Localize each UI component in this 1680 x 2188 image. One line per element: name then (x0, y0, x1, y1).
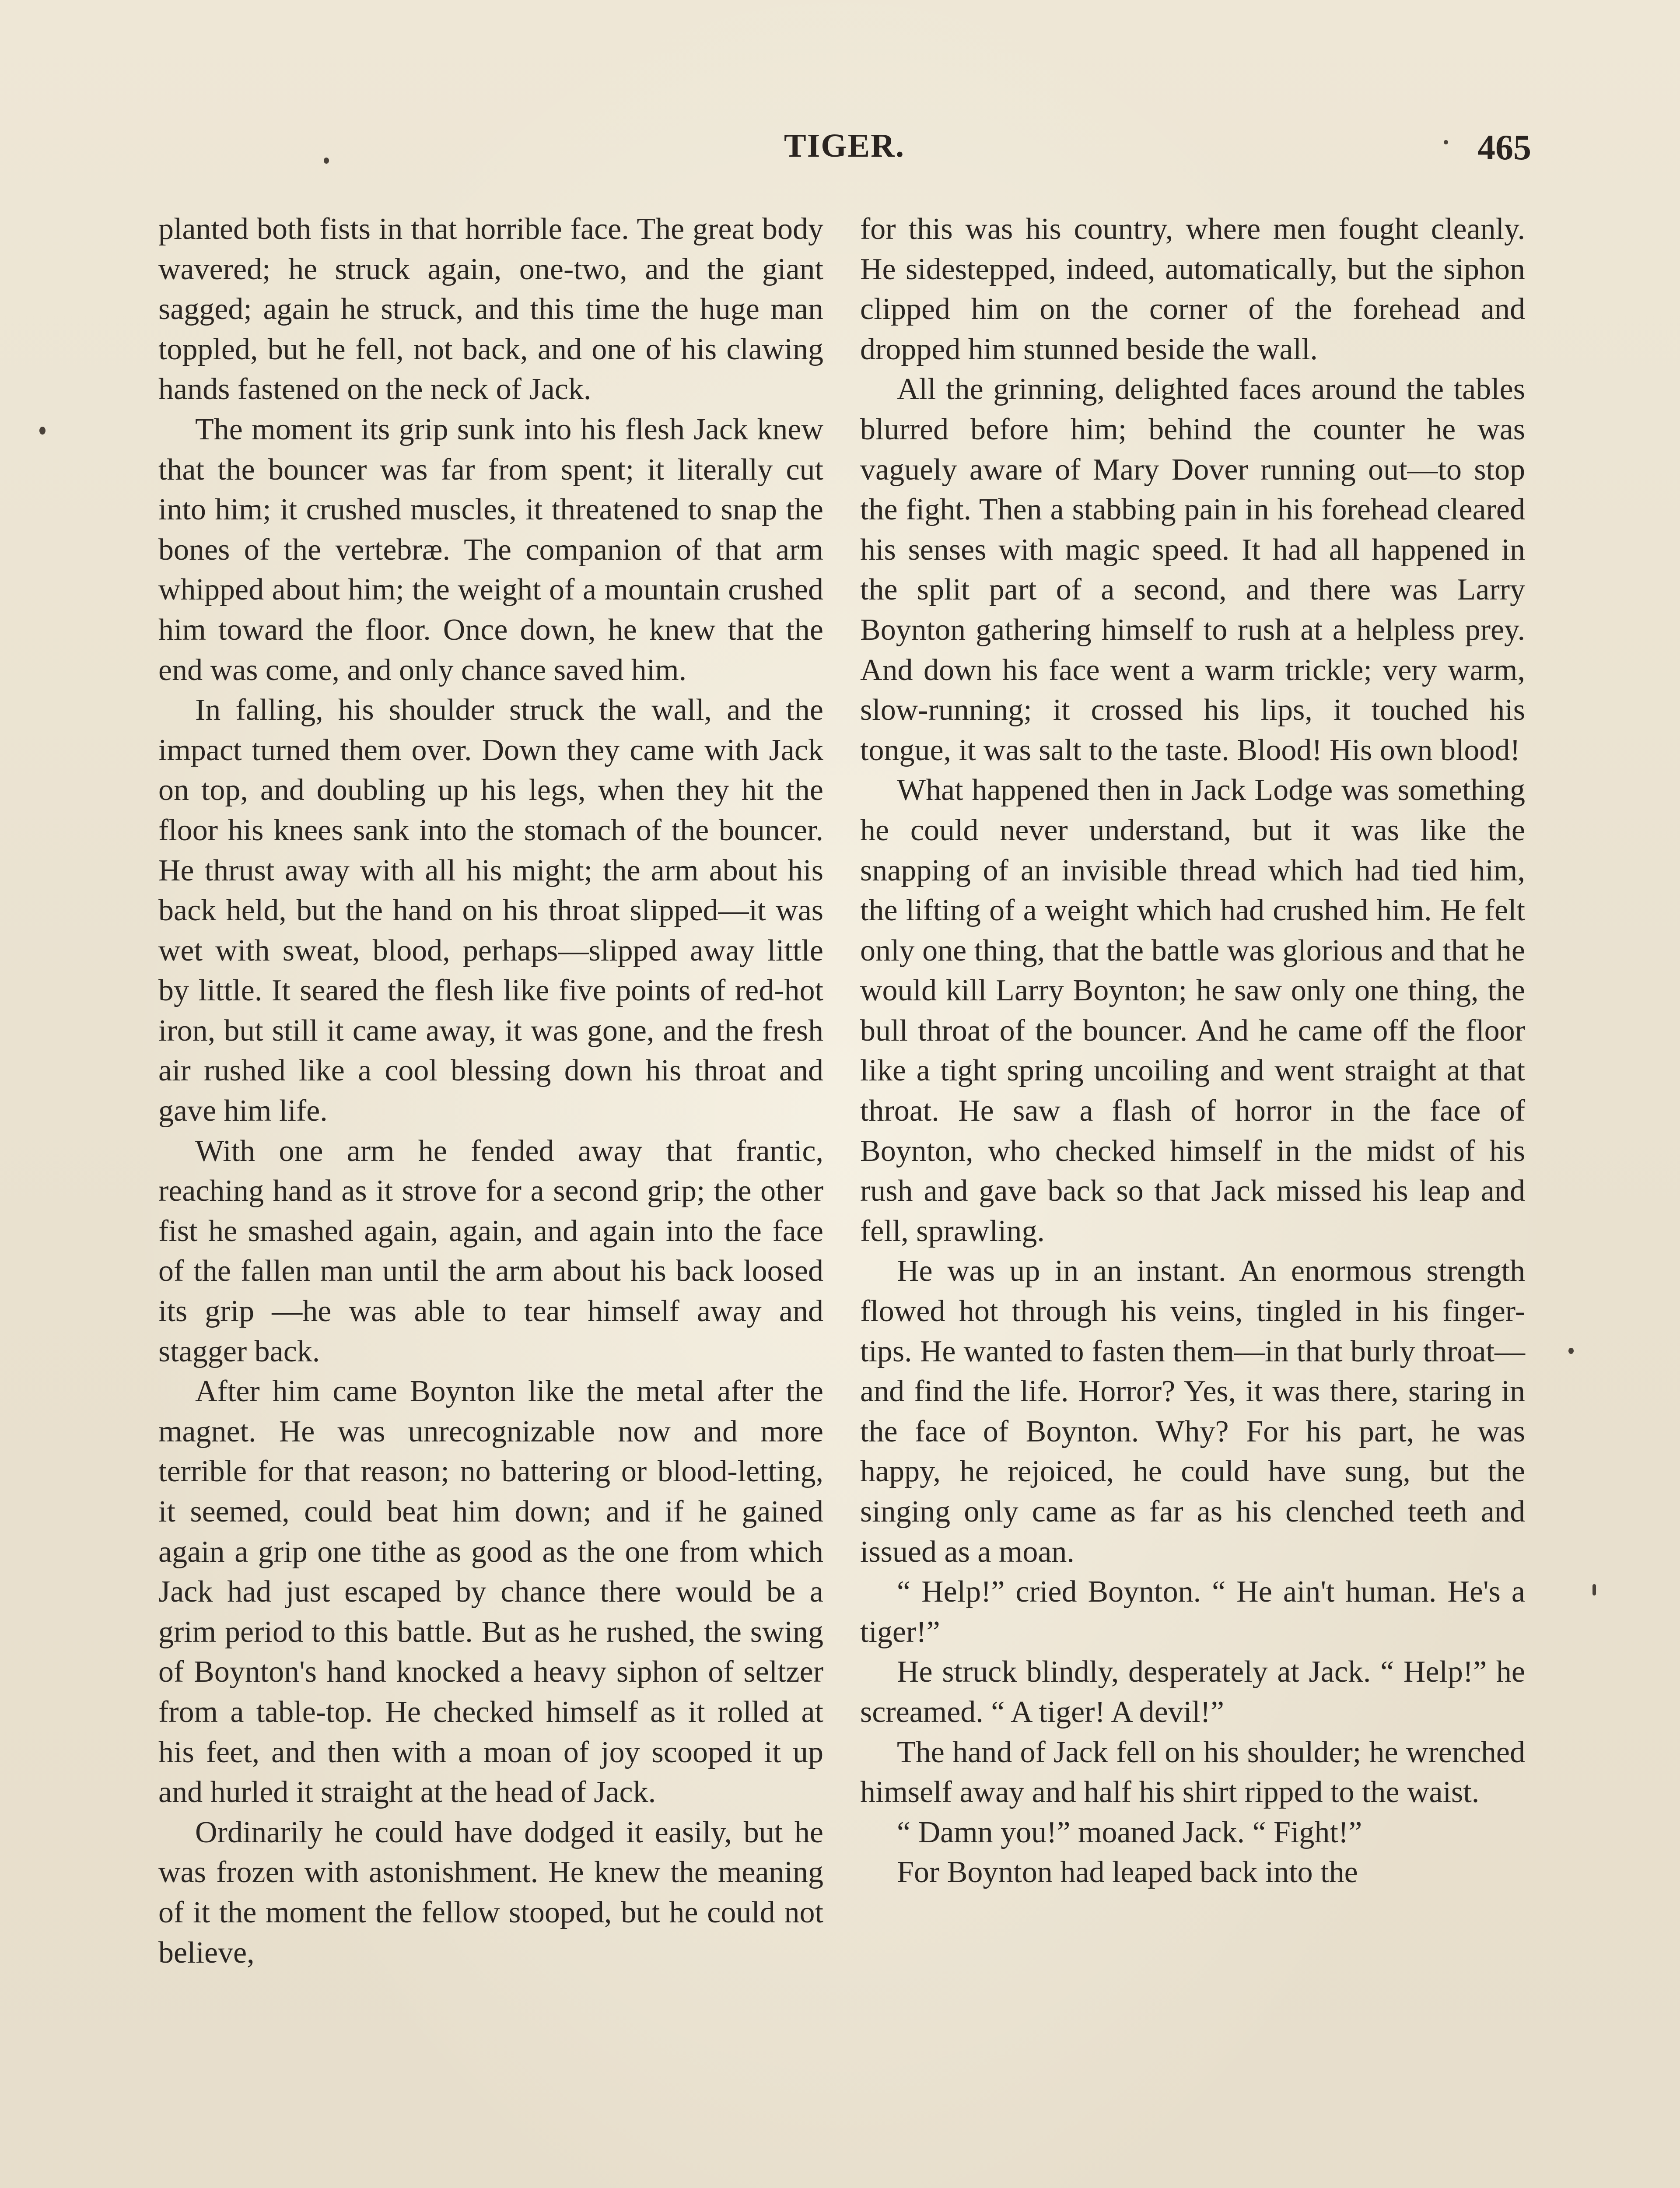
ink-speck (1568, 1348, 1574, 1354)
paragraph: “ Damn you!” moaned Jack. “ Fight!” (897, 1815, 1362, 1849)
paragraph: for this was his country, where men fought cleanly. He sidestepped, indeed, automatically, but the siphon clipped him on the corner of the forehead and dropped him stunned beside the wall. (860, 212, 1525, 366)
running-title: TIGER. (784, 127, 905, 164)
paragraph: “ Help!” cried Boynton. “ He ain't human. He's a tiger!” (860, 1575, 1525, 1649)
page-number: 465 (1477, 127, 1531, 167)
paragraph: In falling, his shoulder struck the wall, and the impact turned them over. Down they came with Jack on top, and doubling up his legs, when they hit the floor his knees sank into the stomach of the bouncer. He thrust away with all his might; the arm about his back held, but the hand on his throat slipped—it was wet with sweat, blood, perhaps—slipped away little by little. It seared the flesh like five points of red-hot iron, but still it came away, it was gone, and the fresh air rushed like a cool blessing down his throat and gave him life. (158, 693, 823, 1128)
page-header (158, 127, 1531, 179)
paragraph: He was up in an instant. An enormous strength flowed hot through his veins, tingled in his finger-tips. He wanted to fasten them—in that burly throat—and find the life. Horror? Yes, it was there, staring in the face of Boynton. Why? For his part, he was happy, he rejoiced, he could have sung, but the singing only came as far as his clenched teeth and issued as a moan. (860, 1254, 1525, 1569)
paragraph: The hand of Jack fell on his shoulder; he wrenched himself away and half his shirt ripped to the waist. (860, 1735, 1525, 1809)
ink-speck (39, 427, 46, 435)
ink-speck (324, 158, 329, 164)
paragraph: What happened then in Jack Lodge was something he could never understand, but it was like the snapping of an invisible thread which had tied him, the lifting of a weight which had crushed him. He felt only one thing, that the battle was glorious and that he would kill Larry Boynton; he saw only one thing, the bull throat of the bouncer. And he came off the floor like a tight spring uncoiling and went straight at that throat. He saw a flash of horror in the face of Boynton, who checked himself in the midst of his rush and gave back so that Jack missed his leap and fell, sprawling. (860, 773, 1525, 1248)
paragraph: The moment its grip sunk into his flesh Jack knew that the bouncer was far from spent; it literally cut into him; it crushed muscles, it threatened to snap the bones of the vertebræ. The companion of that arm whipped about him; the weight of a mountain crushed him toward the floor. Once down, he knew that the end was come, and only chance saved him. (158, 412, 823, 687)
paragraph: With one arm he fended away that frantic, reaching hand as it strove for a second grip; the other fist he smashed again, again, and again into the face of the fallen man until the arm about his back loosed its grip —he was able to tear himself away and stagger back. (158, 1134, 823, 1368)
paragraph: All the grinning, delighted faces around the tables blurred before him; behind the counter he was vaguely aware of Mary Dover running out—to stop the fight. Then a stabbing pain in his forehead cleared his senses with magic speed. It had all happened in the split part of a second, and there was Larry Boynton gathering himself to rush at a helpless prey. And down his face went a warm trickle; very warm, slow-running; it crossed his lips, it touched his tongue, it was salt to the taste. Blood! His own blood! (860, 372, 1525, 767)
paragraph: He struck blindly, desperately at Jack. “ Help!” he screamed. “ A tiger! A devil!” (860, 1655, 1525, 1729)
paragraph: For Boynton had leaped back into the (897, 1855, 1358, 1890)
paragraph: After him came Boynton like the metal after the magnet. He was unrecognizable now and more terrible for that reason; no battering or blood-letting, it seemed, could beat him down; and if he gained again a grip one tithe as good as the one from which Jack had just escaped by chance there would be a grim period to this battle. But as he rushed, the swing of Boynton's hand knocked a heavy siphon of seltzer from a table-top. He checked himself as it rolled at his feet, and then with a moan of joy scooped it up and hurled it straight at the head of Jack. (158, 1375, 823, 1809)
right-column (860, 209, 1525, 1893)
paragraph: planted both fists in that horrible face. The great body wavered; he struck again, one-two, and the giant sagged; again he struck, and this time the huge man toppled, but he fell, not back, and one of his clawing hands fastened on the neck of Jack. (158, 212, 823, 407)
ink-speck (1444, 140, 1448, 144)
ink-speck (1592, 1584, 1596, 1595)
left-column (158, 209, 823, 1973)
paragraph: Ordinarily he could have dodged it easily, but he was frozen with astonishment. He knew the meaning of it the moment the fellow stooped, but he could not believe, (158, 1815, 823, 1970)
